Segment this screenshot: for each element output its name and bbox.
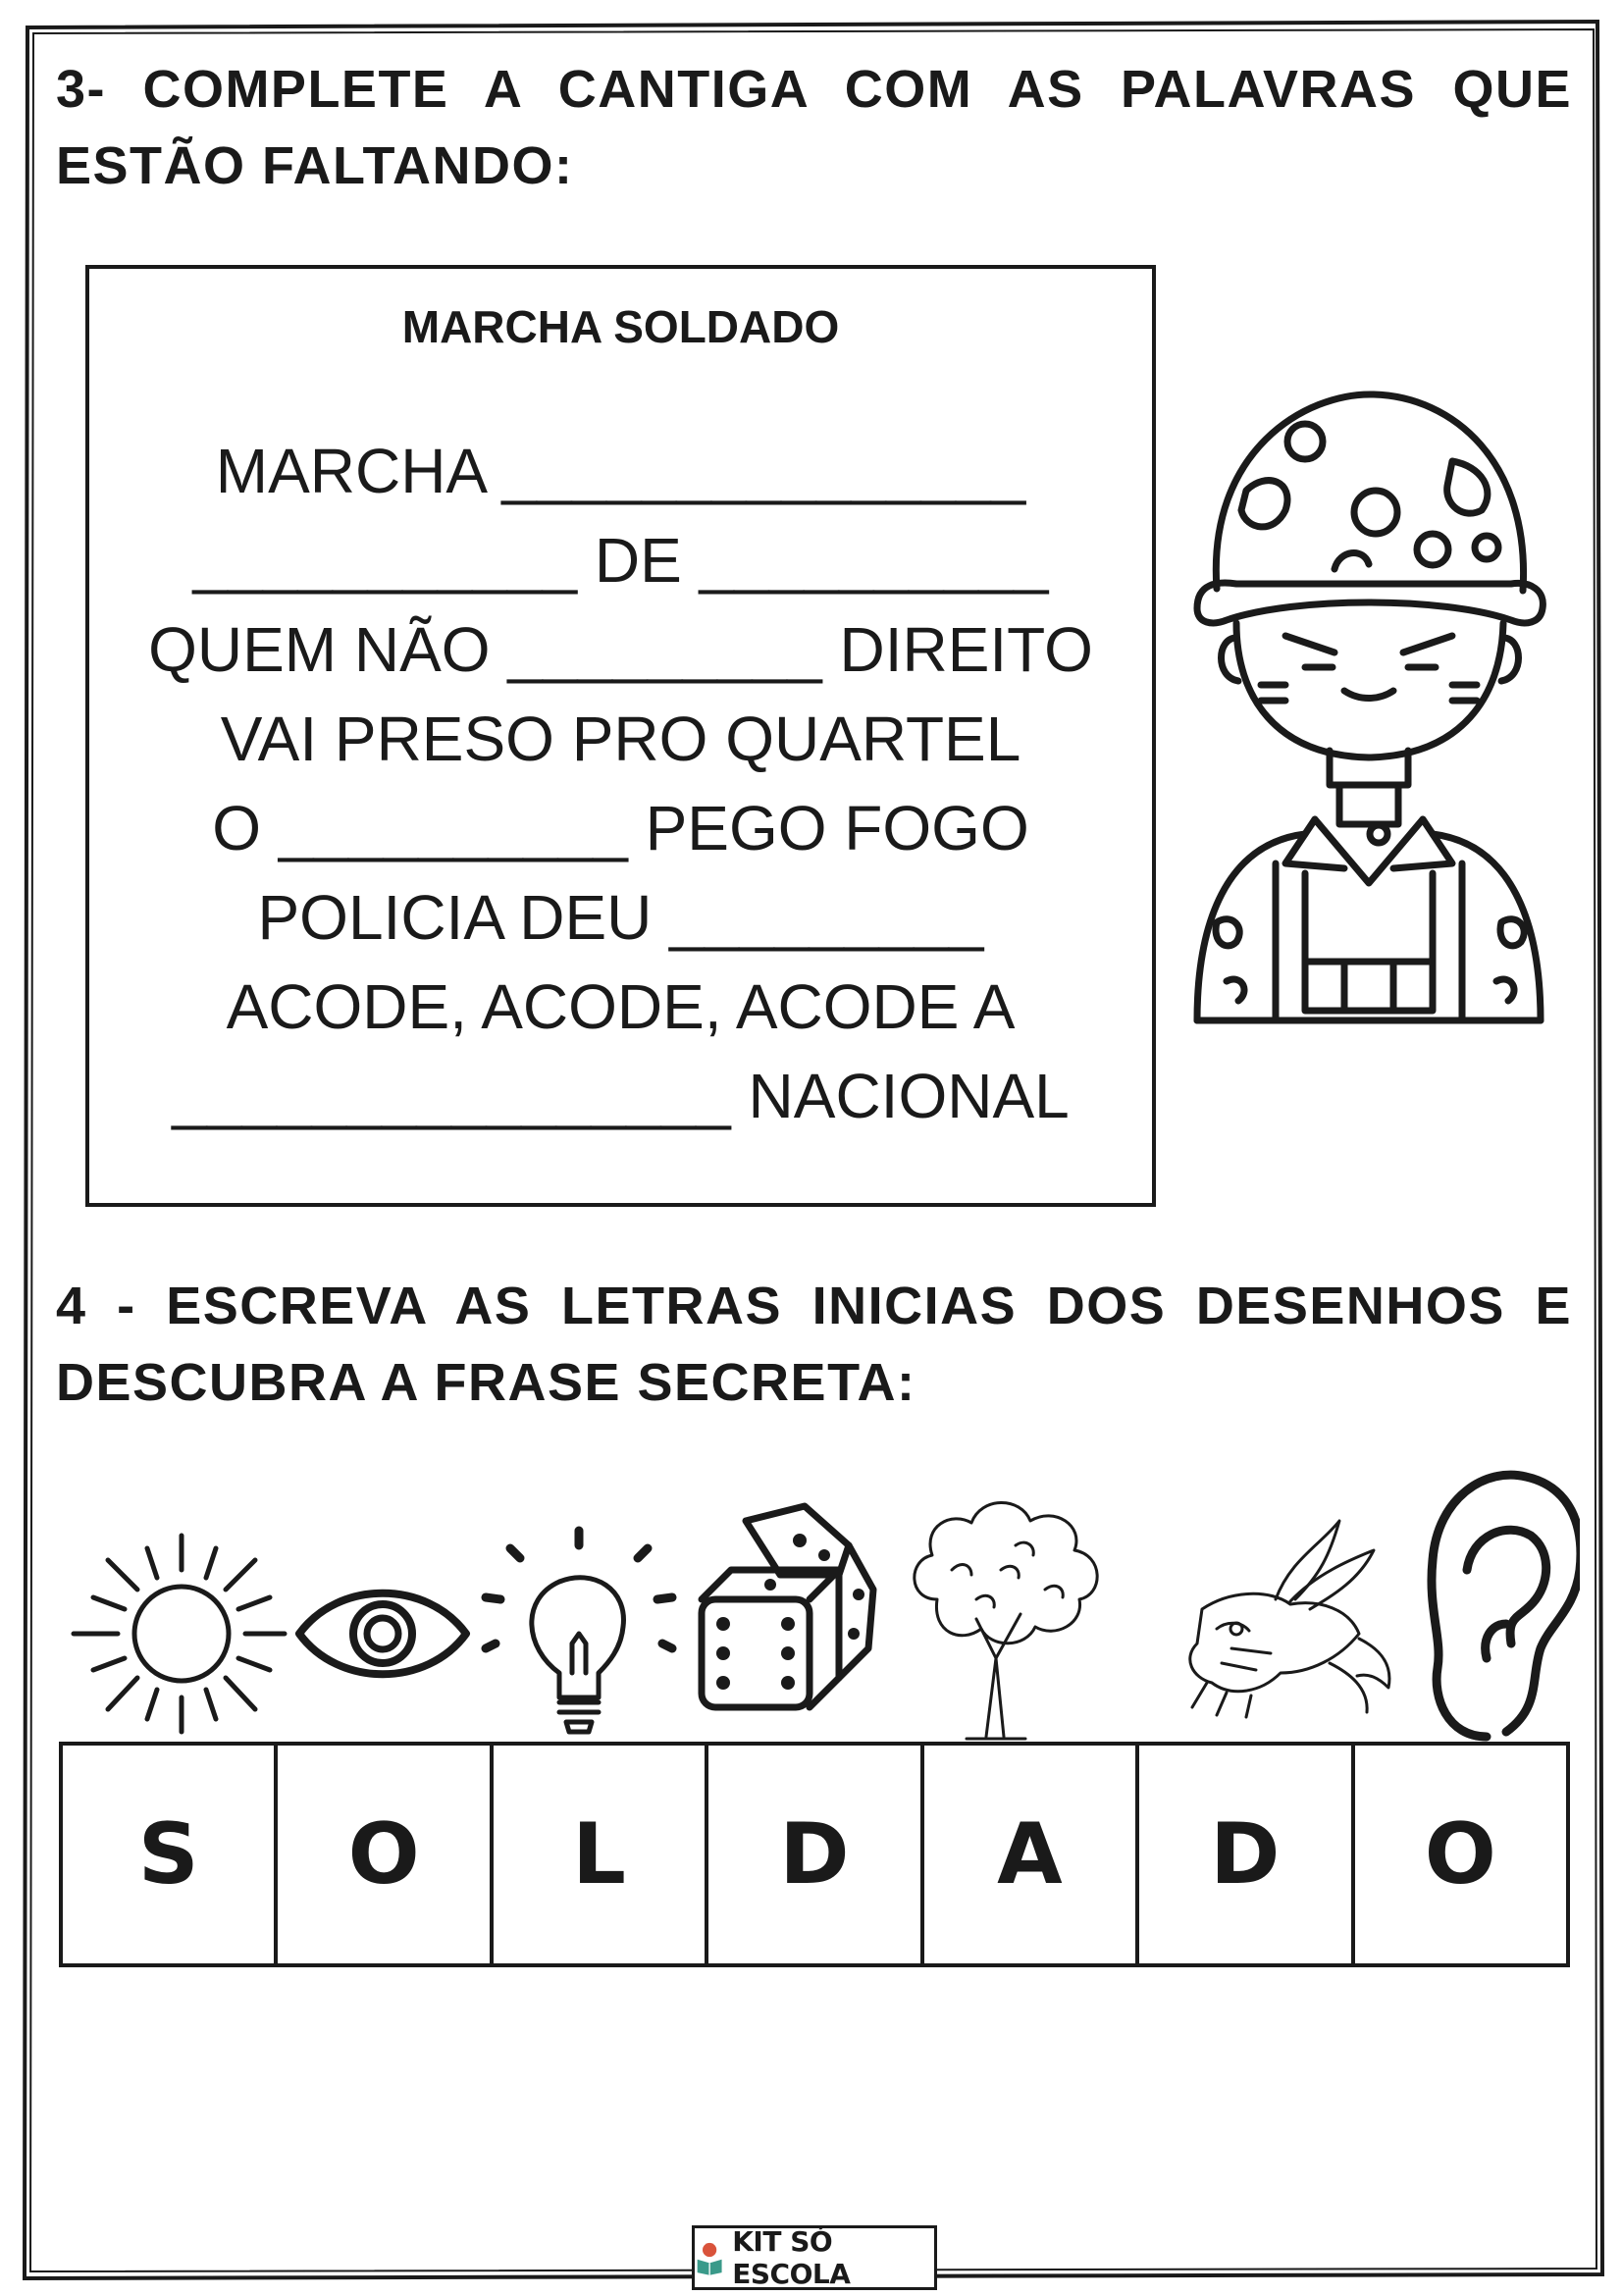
question-3-title: 3- COMPLETE A CANTIGA COM AS PALAVRAS QUE ESTÃO FALTANDO: <box>56 60 1572 195</box>
tree-icon <box>915 1502 1097 1739</box>
picture-row <box>54 1452 1580 1747</box>
letter-cell[interactable]: D <box>708 1746 923 1963</box>
song-line: ___________ DE __________ <box>192 525 1049 596</box>
song-line: QUEM NÃO _________ DIREITO <box>148 614 1093 685</box>
song-line: VAI PRESO PRO QUARTEL <box>220 704 1021 774</box>
letter-cell[interactable]: D <box>1139 1746 1354 1963</box>
ear-icon <box>1432 1475 1580 1737</box>
letter-cell[interactable]: O <box>1424 1805 1496 1904</box>
song-box <box>85 265 1156 1207</box>
song-line: O __________ PEGO FOGO <box>212 793 1029 863</box>
letter-cell[interactable]: S <box>63 1746 278 1963</box>
student-reading-icon <box>695 2238 724 2277</box>
lightbulb-icon <box>486 1531 672 1732</box>
song-line: POLICIA DEU _________ <box>257 882 984 953</box>
soldier-illustration <box>1158 373 1580 1060</box>
logo-text: KIT SÓ ESCOLA <box>732 2225 851 2290</box>
eye-icon <box>299 1593 466 1675</box>
letter-cell[interactable]: L <box>494 1746 708 1963</box>
letter-cell[interactable]: O <box>278 1746 493 1963</box>
dice-icon <box>702 1506 873 1707</box>
question-4-title: 4 - ESCREVA AS LETRAS INICIAS DOS DESENHOS E DESCUBRA A FRASE SECRETA: <box>56 1277 1572 1412</box>
dragon-icon <box>1190 1521 1389 1717</box>
song-line: ________________ NACIONAL <box>172 1061 1070 1131</box>
song-line: MARCHA _______________ <box>215 436 1026 506</box>
secret-word-grid <box>59 1742 1570 1967</box>
song-line: ACODE, ACODE, ACODE A <box>226 971 1016 1042</box>
letter-cell[interactable]: A <box>924 1746 1139 1963</box>
sun-icon <box>74 1536 285 1732</box>
kit-so-escola-logo <box>692 2225 937 2290</box>
song-title: MARCHA SOLDADO <box>401 301 840 352</box>
